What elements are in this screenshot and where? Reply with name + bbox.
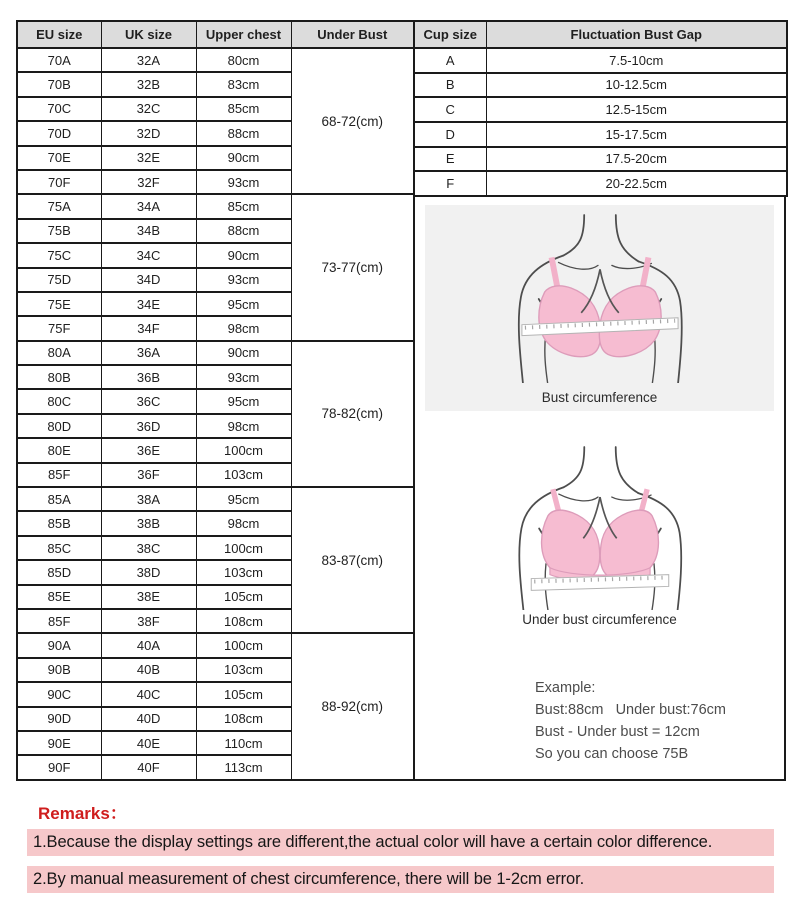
uk-size-cell: 34B (101, 219, 196, 243)
size-chart-table (16, 20, 415, 781)
eu-size-cell: 75D (17, 268, 101, 292)
eu-size-header: EU size (17, 21, 101, 48)
eu-size-cell: 90E (17, 731, 101, 755)
under-bust-cell: 73-77(cm) (291, 194, 414, 340)
eu-size-cell: 80E (17, 438, 101, 462)
uk-size-cell: 34D (101, 268, 196, 292)
eu-size-cell: 70D (17, 121, 101, 145)
upper-chest-cell: 90cm (196, 243, 291, 267)
under-bust-measurement-illustration (501, 445, 699, 610)
upper-chest-cell: 95cm (196, 292, 291, 316)
uk-size-cell: 38A (101, 487, 196, 511)
eu-size-cell: 70F (17, 170, 101, 194)
bust-gap-header: Fluctuation Bust Gap (486, 21, 787, 48)
uk-size-cell: 38F (101, 609, 196, 633)
bust-gap-cell: 7.5-10cm (486, 48, 787, 73)
eu-size-cell: 70A (17, 48, 101, 72)
eu-size-cell: 80A (17, 341, 101, 365)
table-row (414, 147, 787, 172)
table-row (17, 194, 414, 218)
table-row (17, 48, 414, 72)
eu-size-cell: 85C (17, 536, 101, 560)
cup-size-cell: E (414, 147, 486, 172)
upper-chest-cell: 90cm (196, 146, 291, 170)
eu-size-cell: 80C (17, 389, 101, 413)
upper-chest-cell: 108cm (196, 609, 291, 633)
example-line: So you can choose 75B (535, 746, 689, 762)
uk-size-cell: 38C (101, 536, 196, 560)
sizing-example (535, 677, 726, 765)
table-row (17, 341, 414, 365)
uk-size-cell: 40E (101, 731, 196, 755)
upper-chest-cell: 88cm (196, 121, 291, 145)
upper-chest-cell: 105cm (196, 585, 291, 609)
upper-chest-cell: 98cm (196, 414, 291, 438)
eu-size-cell: 80D (17, 414, 101, 438)
eu-size-cell: 70B (17, 72, 101, 96)
remarks-title: Remarks： (38, 804, 127, 823)
eu-size-cell: 75B (17, 219, 101, 243)
bust-gap-cell: 12.5-15cm (486, 97, 787, 122)
under-bust-figure-block (425, 437, 774, 633)
upper-chest-cell: 80cm (196, 48, 291, 72)
uk-size-cell: 40D (101, 707, 196, 731)
uk-size-cell: 32B (101, 72, 196, 96)
uk-size-cell: 36F (101, 463, 196, 487)
uk-size-cell: 32A (101, 48, 196, 72)
upper-chest-cell: 95cm (196, 487, 291, 511)
under-bust-circumference-caption: Under bust circumference (522, 612, 677, 627)
measurement-guide-panel (413, 197, 786, 781)
uk-size-cell: 38D (101, 560, 196, 584)
upper-chest-cell: 110cm (196, 731, 291, 755)
uk-size-cell: 40C (101, 682, 196, 706)
uk-size-cell: 36C (101, 389, 196, 413)
bust-gap-cell: 17.5-20cm (486, 147, 787, 172)
uk-size-cell: 38B (101, 511, 196, 535)
cup-size-cell: F (414, 171, 486, 196)
eu-size-cell: 80B (17, 365, 101, 389)
example-line: Example: (535, 680, 596, 696)
upper-chest-cell: 93cm (196, 170, 291, 194)
upper-chest-cell: 103cm (196, 463, 291, 487)
eu-size-cell: 90F (17, 755, 101, 780)
eu-size-cell: 90A (17, 633, 101, 657)
upper-chest-cell: 98cm (196, 511, 291, 535)
eu-size-cell: 85A (17, 487, 101, 511)
upper-chest-cell: 85cm (196, 194, 291, 218)
upper-chest-cell: 100cm (196, 438, 291, 462)
eu-size-cell: 75E (17, 292, 101, 316)
eu-size-cell: 85B (17, 511, 101, 535)
uk-size-cell: 32D (101, 121, 196, 145)
uk-size-header: UK size (101, 21, 196, 48)
table-row (17, 633, 414, 657)
under-bust-cell: 78-82(cm) (291, 341, 414, 487)
upper-chest-cell: 83cm (196, 72, 291, 96)
uk-size-cell: 32C (101, 97, 196, 121)
upper-chest-cell: 100cm (196, 633, 291, 657)
upper-chest-header: Upper chest (196, 21, 291, 48)
eu-size-cell: 90D (17, 707, 101, 731)
uk-size-cell: 36E (101, 438, 196, 462)
eu-size-cell: 85F (17, 609, 101, 633)
table-row (414, 171, 787, 196)
bust-figure-block (425, 205, 774, 411)
upper-chest-cell: 95cm (196, 389, 291, 413)
example-line: Bust:88cm Under bust:76cm (535, 702, 726, 718)
eu-size-cell: 75C (17, 243, 101, 267)
remark-item-1: 1.Because the display settings are different,the actual color will have a certain color difference. (27, 829, 774, 856)
eu-size-cell: 90C (17, 682, 101, 706)
upper-chest-cell: 113cm (196, 755, 291, 780)
uk-size-cell: 40F (101, 755, 196, 780)
uk-size-cell: 34A (101, 194, 196, 218)
bust-gap-cell: 10-12.5cm (486, 73, 787, 98)
uk-size-cell: 40A (101, 633, 196, 657)
cup-size-table (413, 20, 788, 197)
cup-size-cell: D (414, 122, 486, 147)
eu-size-cell: 85F (17, 463, 101, 487)
under-bust-cell: 83-87(cm) (291, 487, 414, 633)
eu-size-cell: 70E (17, 146, 101, 170)
bust-measurement-illustration (501, 213, 699, 383)
upper-chest-cell: 88cm (196, 219, 291, 243)
upper-chest-cell: 90cm (196, 341, 291, 365)
eu-size-cell: 75F (17, 316, 101, 340)
eu-size-cell: 90B (17, 658, 101, 682)
table-row (17, 487, 414, 511)
bust-gap-cell: 20-22.5cm (486, 171, 787, 196)
cup-size-header: Cup size (414, 21, 486, 48)
eu-size-cell: 75A (17, 194, 101, 218)
upper-chest-cell: 103cm (196, 560, 291, 584)
upper-chest-cell: 85cm (196, 97, 291, 121)
upper-chest-cell: 93cm (196, 268, 291, 292)
cup-size-cell: B (414, 73, 486, 98)
size-table-header-row (17, 21, 414, 48)
upper-chest-cell: 98cm (196, 316, 291, 340)
example-line: Bust - Under bust = 12cm (535, 724, 700, 740)
eu-size-cell: 85E (17, 585, 101, 609)
remark-item-2: 2.By manual measurement of chest circumference, there will be 1-2cm error. (27, 866, 774, 893)
uk-size-cell: 36A (101, 341, 196, 365)
uk-size-cell: 36B (101, 365, 196, 389)
eu-size-cell: 70C (17, 97, 101, 121)
uk-size-cell: 34F (101, 316, 196, 340)
upper-chest-cell: 108cm (196, 707, 291, 731)
uk-size-cell: 40B (101, 658, 196, 682)
upper-chest-cell: 100cm (196, 536, 291, 560)
table-row (414, 97, 787, 122)
upper-chest-cell: 105cm (196, 682, 291, 706)
cup-size-cell: A (414, 48, 486, 73)
bust-gap-cell: 15-17.5cm (486, 122, 787, 147)
bust-circumference-caption: Bust circumference (541, 390, 658, 405)
under-bust-cell: 88-92(cm) (291, 633, 414, 780)
table-row (414, 48, 787, 73)
uk-size-cell: 36D (101, 414, 196, 438)
uk-size-cell: 32F (101, 170, 196, 194)
under-bust-cell: 68-72(cm) (291, 48, 414, 194)
table-row (414, 122, 787, 147)
uk-size-cell: 34E (101, 292, 196, 316)
uk-size-cell: 32E (101, 146, 196, 170)
cup-size-cell: C (414, 97, 486, 122)
under-bust-header: Under Bust (291, 21, 414, 48)
uk-size-cell: 38E (101, 585, 196, 609)
eu-size-cell: 85D (17, 560, 101, 584)
uk-size-cell: 34C (101, 243, 196, 267)
cup-table-header-row (414, 21, 787, 48)
table-row (414, 73, 787, 98)
upper-chest-cell: 103cm (196, 658, 291, 682)
upper-chest-cell: 93cm (196, 365, 291, 389)
